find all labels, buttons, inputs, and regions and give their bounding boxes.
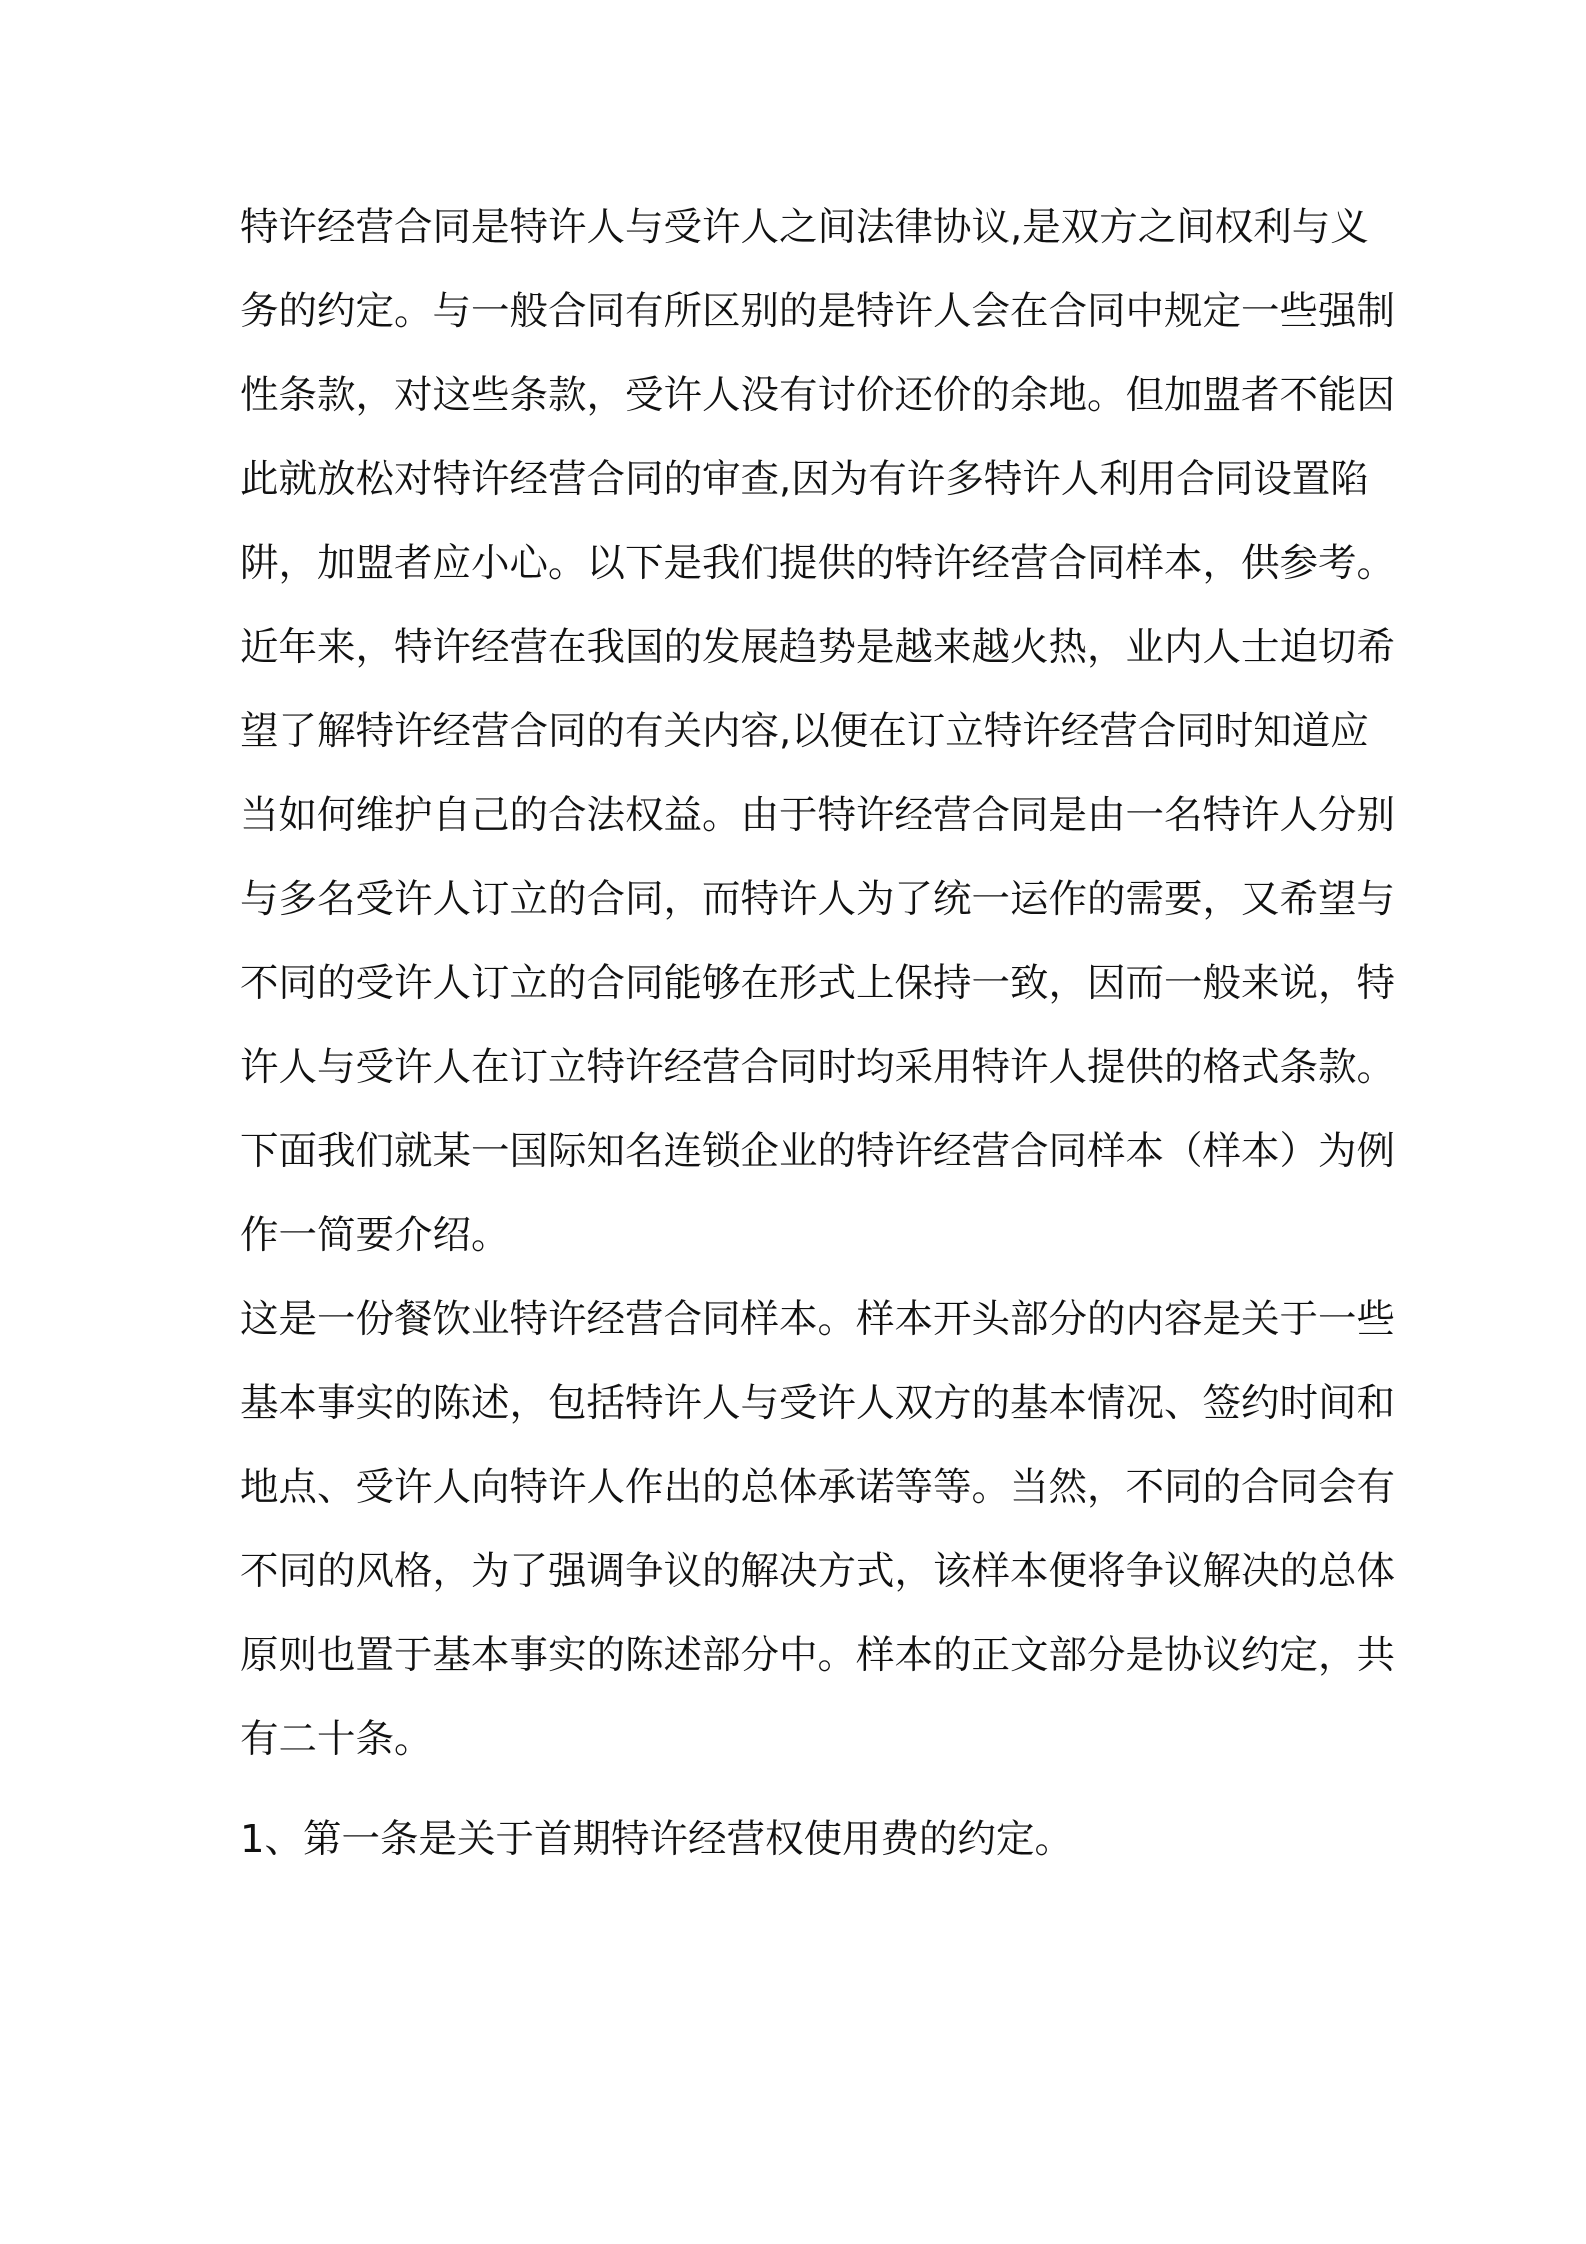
text-line: 地点、受许人向特许人作出的总体承诺等等。当然，不同的合同会有 [240, 1465, 1396, 1510]
text-line: 许人与受许人在订立特许经营合同时均采用特许人提供的格式条款。 [240, 1045, 1396, 1090]
text-line: 不同的受许人订立的合同能够在形式上保持一致，因而一般来说，特 [240, 961, 1396, 1006]
text-line: 当如何维护自己的合法权益。由于特许经营合同是由一名特许人分别 [240, 793, 1396, 838]
text-line: 作一简要介绍。 [240, 1213, 510, 1258]
text-line: 阱，加盟者应小心。以下是我们提供的特许经营合同样本，供参考。 [240, 541, 1396, 586]
paragraph-intro [240, 186, 1396, 606]
paragraph-spacer [240, 1782, 1360, 1798]
text-line: 性条款，对这些条款，受许人没有讨价还价的余地。但加盟者不能因 [240, 373, 1396, 418]
paragraph-background [240, 606, 1396, 1278]
paragraph-article-one [240, 1798, 1360, 1882]
text-line: 务的约定。与一般合同有所区别的是特许人会在合同中规定一些强制 [240, 289, 1396, 334]
text-line: 1、第一条是关于首期特许经营权使用费的约定。 [240, 1817, 1073, 1862]
text-line: 不同的风格，为了强调争议的解决方式，该样本便将争议解决的总体 [240, 1549, 1396, 1594]
text-line: 下面我们就某一国际知名连锁企业的特许经营合同样本（样本）为例 [240, 1129, 1396, 1174]
text-line: 这是一份餐饮业特许经营合同样本。样本开头部分的内容是关于一些 [240, 1297, 1396, 1342]
text-line: 望了解特许经营合同的有关内容,以便在订立特许经营合同时知道应 [240, 709, 1369, 754]
document-body [240, 186, 1396, 1882]
text-line: 特许经营合同是特许人与受许人之间法律协议,是双方之间权利与义 [240, 205, 1369, 250]
text-line: 有二十条。 [240, 1717, 433, 1762]
text-line: 与多名受许人订立的合同，而特许人为了统一运作的需要，又希望与 [240, 877, 1396, 922]
text-line: 基本事实的陈述，包括特许人与受许人双方的基本情况、签约时间和 [240, 1381, 1396, 1426]
text-line: 此就放松对特许经营合同的审查,因为有许多特许人利用合同设置陷 [240, 457, 1369, 502]
text-line: 原则也置于基本事实的陈述部分中。样本的正文部分是协议约定，共 [240, 1633, 1396, 1678]
paragraph-sample-overview [240, 1278, 1396, 1782]
text-line: 近年来，特许经营在我国的发展趋势是越来越火热，业内人士迫切希 [240, 625, 1396, 670]
